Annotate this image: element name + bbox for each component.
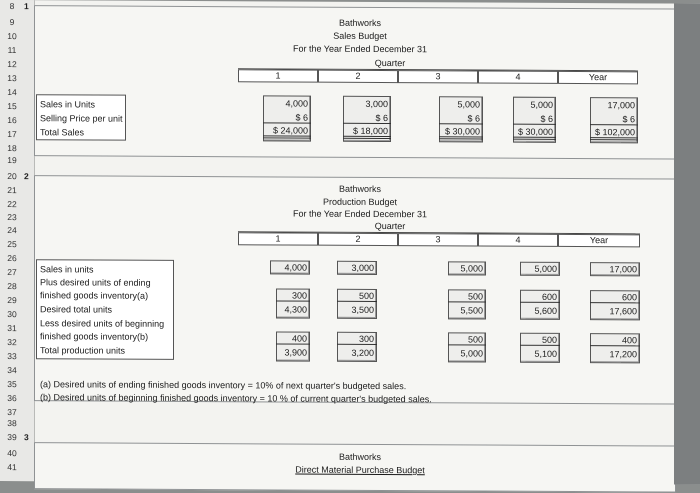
cell-sales-units-year[interactable]: 17,000: [607, 100, 635, 111]
cell-prod-sales-year[interactable]: 17,000: [609, 264, 637, 275]
footnote-a: (a) Desired units of ending finished goods inventory = 10% of next quarter's budgeted sales.: [40, 379, 407, 392]
cell-total-production-q1[interactable]: 3,900: [284, 347, 307, 358]
cell-desired-total-q4[interactable]: 5,600: [534, 305, 557, 316]
row-label-ending-inventory[interactable]: finished goods inventory(a): [40, 290, 149, 301]
row-label-sales-in-units[interactable]: Sales in units: [40, 264, 94, 275]
sales-quarter-label: Quarter: [374, 57, 406, 69]
cell-desired-total-year[interactable]: 17,600: [609, 306, 637, 317]
outline-group-number[interactable]: 3: [24, 432, 29, 443]
cell-prod-sales-q2[interactable]: 3,000: [351, 262, 374, 273]
row-label-desired-total[interactable]: Desired total units: [40, 304, 113, 315]
row-number[interactable]: 30: [7, 309, 17, 320]
cell-price-q1[interactable]: $ 6: [263, 112, 311, 123]
cell-beginning-inv-q3[interactable]: 500: [448, 334, 486, 345]
outline-group-number[interactable]: 2: [24, 171, 29, 182]
sales-col-header[interactable]: Year: [558, 71, 638, 84]
cell-ending-inv-q1[interactable]: 300: [276, 290, 310, 301]
production-col-header[interactable]: 2: [318, 233, 398, 246]
cell-price-year[interactable]: $ 6: [590, 114, 638, 125]
production-period: For the Year Ended December 31: [292, 208, 428, 220]
row-number[interactable]: 32: [7, 337, 17, 348]
row-number[interactable]: 24: [7, 225, 17, 236]
row-number[interactable]: 41: [7, 462, 17, 473]
row-number[interactable]: 18: [7, 143, 17, 154]
row-label-beginning-inventory[interactable]: finished goods inventory(b): [40, 331, 149, 342]
cell-total-production-q4[interactable]: 5,100: [534, 348, 557, 359]
cell-total-sales-q4[interactable]: $ 30,000: [513, 127, 556, 140]
footnote-b: (b) Desired units of beginning finished goods inventory = 10 % of current quarter's budgeted sales.: [40, 392, 432, 405]
row-number[interactable]: 16: [7, 115, 17, 126]
screen-edge: [674, 4, 700, 485]
cell-prod-sales-q1[interactable]: 4,000: [284, 262, 307, 273]
row-number[interactable]: 8: [9, 1, 15, 12]
materials-company-name: Bathworks: [338, 451, 382, 462]
cell-sales-units-q1[interactable]: 4,000: [285, 98, 308, 109]
cell-beginning-inv-year[interactable]: 400: [590, 335, 640, 346]
row-number[interactable]: 34: [7, 365, 17, 376]
materials-budget-title: Direct Material Purchase Budget: [295, 464, 425, 476]
row-number[interactable]: 31: [7, 323, 17, 334]
row-number[interactable]: 26: [7, 253, 17, 264]
cell-price-q2[interactable]: $ 6: [343, 113, 391, 124]
row-number[interactable]: 40: [7, 448, 17, 459]
cell-total-sales-q3[interactable]: $ 30,000: [439, 126, 483, 139]
row-number[interactable]: 38: [7, 418, 17, 429]
cell-beginning-inv-q4[interactable]: 500: [520, 335, 560, 346]
cell-sales-units-q3[interactable]: 5,000: [457, 99, 480, 110]
row-label-total-production[interactable]: Total production units: [40, 345, 126, 356]
production-company-name: Bathworks: [338, 183, 382, 194]
row-number[interactable]: 28: [7, 281, 17, 292]
row-number[interactable]: 20: [7, 171, 17, 182]
cell-total-production-year[interactable]: 17,200: [609, 349, 637, 360]
row-number[interactable]: 10: [7, 31, 17, 42]
cell-prod-sales-q4[interactable]: 5,000: [534, 263, 557, 274]
sales-company-name: Bathworks: [338, 17, 382, 28]
row-label-selling-price[interactable]: Selling Price per unit: [40, 113, 123, 124]
cell-total-production-q2[interactable]: 3,200: [351, 347, 374, 358]
row-label-sales-units[interactable]: Sales in Units: [40, 99, 96, 110]
cell-desired-total-q2[interactable]: 3,500: [351, 304, 374, 315]
sales-col-header[interactable]: 1: [238, 69, 318, 82]
outline-group-number[interactable]: 1: [24, 1, 29, 12]
sales-budget-title: Sales Budget: [333, 30, 387, 42]
row-number[interactable]: 11: [7, 45, 17, 56]
row-number[interactable]: 29: [7, 295, 17, 306]
cell-sales-units-q4[interactable]: 5,000: [530, 99, 553, 110]
row-number[interactable]: 15: [7, 101, 17, 112]
cell-desired-total-q3[interactable]: 5,500: [460, 305, 483, 316]
row-number[interactable]: 17: [7, 129, 17, 140]
row-number[interactable]: 36: [7, 393, 17, 404]
row-number[interactable]: 12: [7, 59, 17, 70]
sales-period: For the Year Ended December 31: [292, 43, 428, 55]
cell-total-sales-q2[interactable]: $ 18,000: [343, 126, 391, 139]
row-label-plus-ending[interactable]: Plus desired units of ending: [40, 277, 151, 288]
row-number[interactable]: 33: [7, 351, 17, 362]
row-number[interactable]: 22: [7, 199, 17, 210]
row-number[interactable]: 25: [7, 239, 17, 250]
sales-col-header[interactable]: 3: [398, 70, 478, 83]
row-number[interactable]: 37: [7, 407, 17, 418]
row-number[interactable]: 21: [7, 185, 17, 196]
sales-col-header[interactable]: 2: [318, 70, 398, 83]
cell-total-production-q3[interactable]: 5,000: [460, 348, 483, 359]
row-number[interactable]: 9: [9, 17, 15, 28]
cell-ending-inv-q3[interactable]: 500: [448, 291, 486, 302]
cell-ending-inv-year[interactable]: 600: [590, 292, 640, 303]
production-col-header[interactable]: 4: [478, 234, 558, 247]
row-number[interactable]: 23: [7, 212, 17, 223]
cell-price-q4[interactable]: $ 6: [513, 114, 556, 125]
production-budget-title: Production Budget: [322, 196, 398, 208]
cell-price-q3[interactable]: $ 6: [439, 113, 483, 124]
cell-total-sales-q1[interactable]: $ 24,000: [263, 125, 311, 138]
row-label-total-sales[interactable]: Total Sales: [40, 127, 85, 138]
row-number[interactable]: 14: [7, 87, 17, 98]
production-col-header[interactable]: Year: [558, 234, 640, 247]
cell-total-sales-year[interactable]: $ 102,000: [590, 127, 638, 140]
cell-sales-units-q2[interactable]: 3,000: [365, 98, 388, 110]
sales-col-header[interactable]: 4: [478, 71, 558, 84]
row-number[interactable]: 27: [7, 267, 17, 278]
cell-prod-sales-q3[interactable]: 5,000: [460, 263, 483, 274]
row-label-less-beginning[interactable]: Less desired units of beginning: [40, 318, 165, 329]
cell-desired-total-q1[interactable]: 4,300: [284, 304, 307, 315]
cell-ending-inv-q2[interactable]: 500: [337, 291, 377, 302]
row-number[interactable]: 13: [7, 73, 17, 84]
cell-beginning-inv-q2[interactable]: 300: [337, 334, 377, 345]
production-quarter-label: Quarter: [374, 220, 406, 232]
row-number[interactable]: 35: [7, 379, 17, 390]
cell-beginning-inv-q1[interactable]: 400: [276, 333, 310, 344]
row-number[interactable]: 19: [7, 155, 17, 166]
cell-ending-inv-q4[interactable]: 600: [520, 292, 560, 303]
row-number[interactable]: 39: [7, 432, 17, 443]
production-col-header[interactable]: 3: [398, 233, 478, 246]
production-col-header[interactable]: 1: [238, 232, 318, 245]
